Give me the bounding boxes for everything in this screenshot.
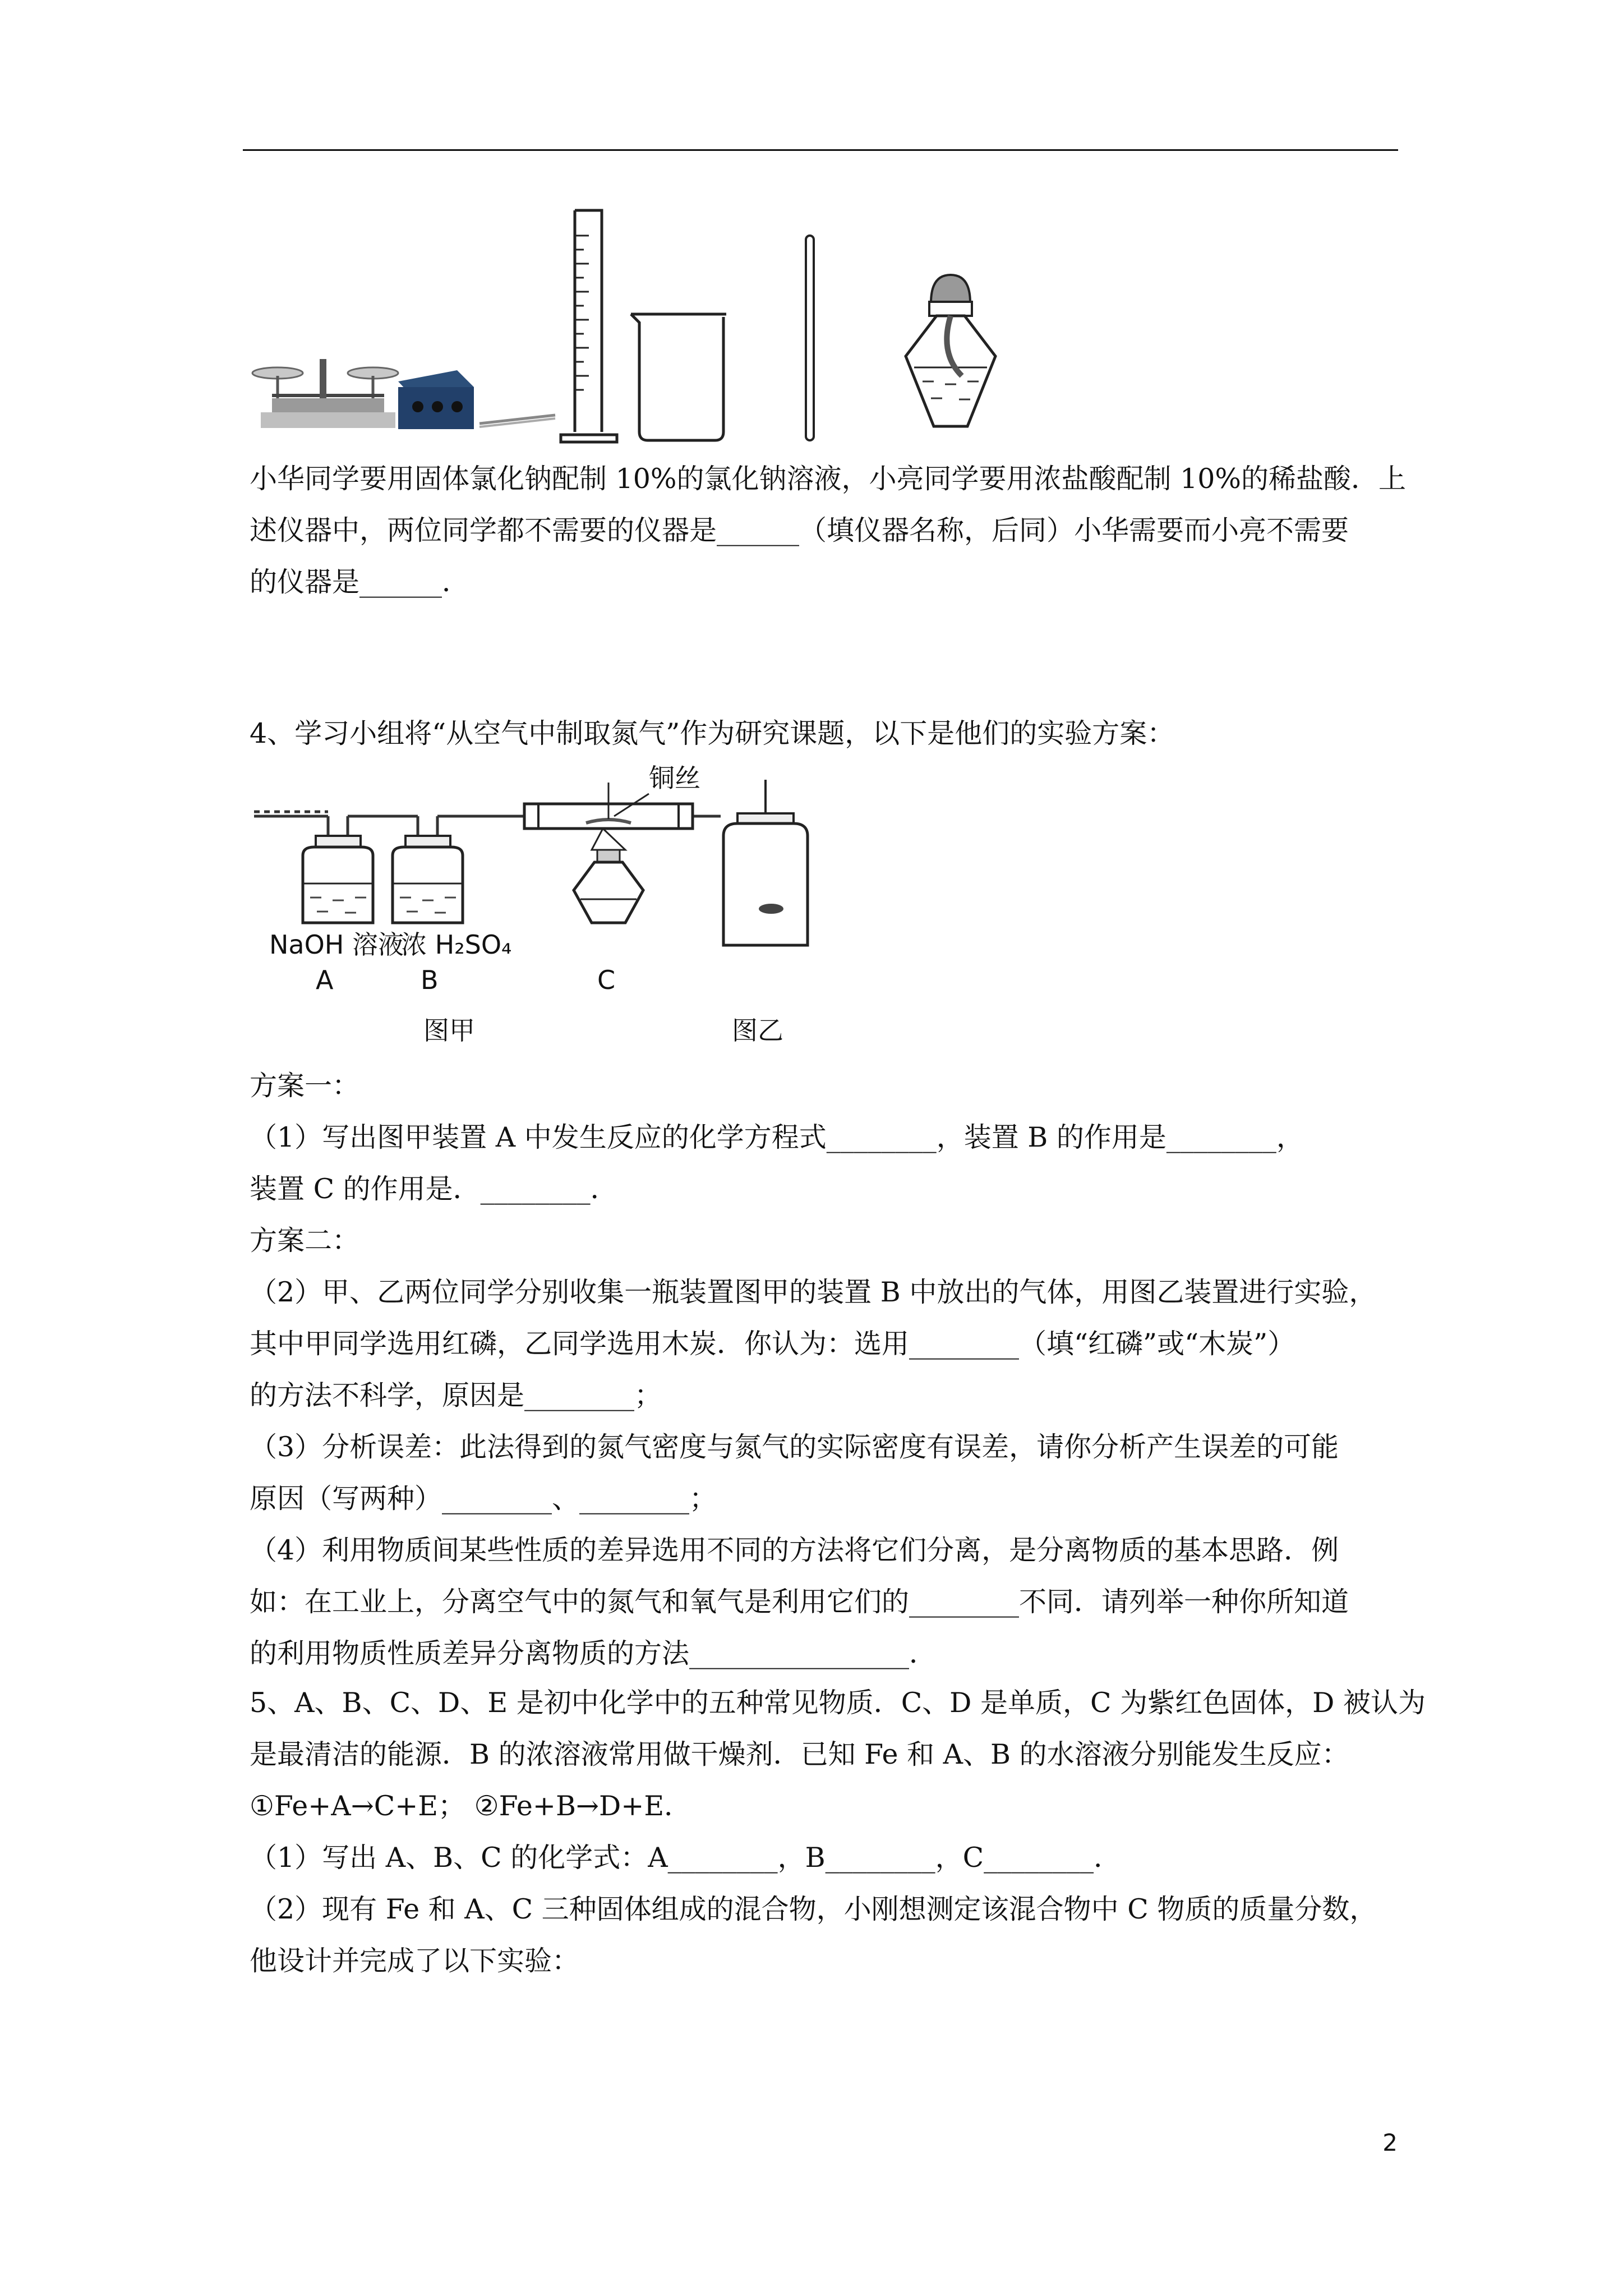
tweezers-icon	[479, 415, 555, 427]
apparatus-c-label: C	[597, 965, 616, 995]
question-4-body	[250, 1060, 1396, 1680]
q3-line-2: 述仪器中，两位同学都不需要的仪器是______（填仪器名称，后同）小华需要而小亮不需要	[250, 514, 1349, 546]
question-4-intro	[250, 708, 1396, 760]
glass-rod-icon	[806, 236, 814, 440]
q4-line-1: 方案一：	[250, 1070, 360, 1102]
naoh-label: NaOH 溶液	[269, 930, 404, 960]
q5-line-4: （1）写出 A、B、C 的化学式：A________，B________，C________．	[250, 1842, 1122, 1874]
header-rule	[243, 149, 1398, 151]
apparatus-a-label: A	[316, 965, 334, 995]
beaker-icon	[631, 314, 726, 440]
q4-line-8: （3）分析误差：此法得到的氮气密度与氮气的实际密度有误差，请你分析产生误差的可能	[250, 1431, 1339, 1463]
combustion-bottle-figure	[723, 780, 808, 945]
q4-line-9: 原因（写两种）________、________；	[250, 1483, 717, 1515]
q4-line-11: 如：在工业上，分离空气中的氮气和氧气是利用它们的________不同．请列举一种你所知道	[250, 1586, 1349, 1618]
q4-intro-line: 4、学习小组将“从空气中制取氮气”作为研究课题，以下是他们的实验方案：	[250, 717, 1175, 749]
figure-jia-caption: 图甲	[423, 1015, 475, 1046]
q4-line-7: 的方法不科学，原因是________；	[250, 1379, 662, 1411]
q3-line-3: 的仪器是______．	[250, 566, 470, 598]
copper-wire-label: 铜丝	[649, 763, 700, 793]
q4-line-3: 装置 C 的作用是．________．	[250, 1173, 618, 1205]
q4-line-2: （1）写出图甲装置 A 中发生反应的化学方程式________，装置 B 的作用是________，	[250, 1121, 1304, 1153]
wash-bottle-b	[393, 836, 463, 923]
q5-line-2: 是最清洁的能源．B 的浓溶液常用做干燥剂．已知 Fe 和 A、B 的水溶液分别能发生反应：	[250, 1738, 1349, 1770]
question-3-text	[250, 453, 1406, 608]
alcohol-lamp-icon	[906, 275, 995, 426]
q4-line-4: 方案二：	[250, 1225, 360, 1257]
figure-yi-caption: 图乙	[732, 1015, 783, 1046]
wash-bottle-a	[303, 836, 373, 923]
lab-instruments-figure	[250, 191, 1169, 449]
heated-tube-c	[524, 783, 693, 923]
nitrogen-apparatus-figure	[250, 760, 923, 1057]
page-number: 2	[1382, 2129, 1398, 2156]
balance-icon	[252, 359, 398, 428]
q3-line-1: 小华同学要用固体氯化钠配制 10%的氯化钠溶液，小亮同学要用浓盐酸配制 10%的稀盐酸．上	[250, 463, 1406, 495]
q4-line-5: （2）甲、乙两位同学分别收集一瓶装置图甲的装置 B 中放出的气体，用图乙装置进行实验，	[250, 1276, 1377, 1308]
q4-line-12: 的利用物质性质差异分离物质的方法________________．	[250, 1637, 937, 1669]
q4-line-6: 其中甲同学选用红磷，乙同学选用木炭．你认为：选用________（填“红磷”或“木炭”）	[250, 1328, 1295, 1360]
question-5-text	[250, 1677, 1426, 1987]
weights-box-icon	[398, 370, 474, 429]
q5-line-1: 5、A、B、C、D、E 是初中化学中的五种常见物质．C、D 是单质，C 为紫红色固体，D 被认为	[250, 1687, 1426, 1719]
h2so4-label: 浓 H₂SO₄	[401, 930, 512, 960]
q5-line-6: 他设计并完成了以下实验：	[250, 1945, 580, 1977]
q4-line-10: （4）利用物质间某些性质的差异选用不同的方法将它们分离，是分离物质的基本思路．例	[250, 1534, 1339, 1566]
q5-line-3: ①Fe+A→C+E； ②Fe+B→D+E．	[250, 1790, 692, 1822]
graduated-cylinder-icon	[561, 210, 617, 442]
q5-line-5: （2）现有 Fe 和 A、C 三种固体组成的混合物，小刚想测定该混合物中 C 物质的质量分数，	[250, 1893, 1377, 1925]
apparatus-b-label: B	[421, 965, 439, 995]
